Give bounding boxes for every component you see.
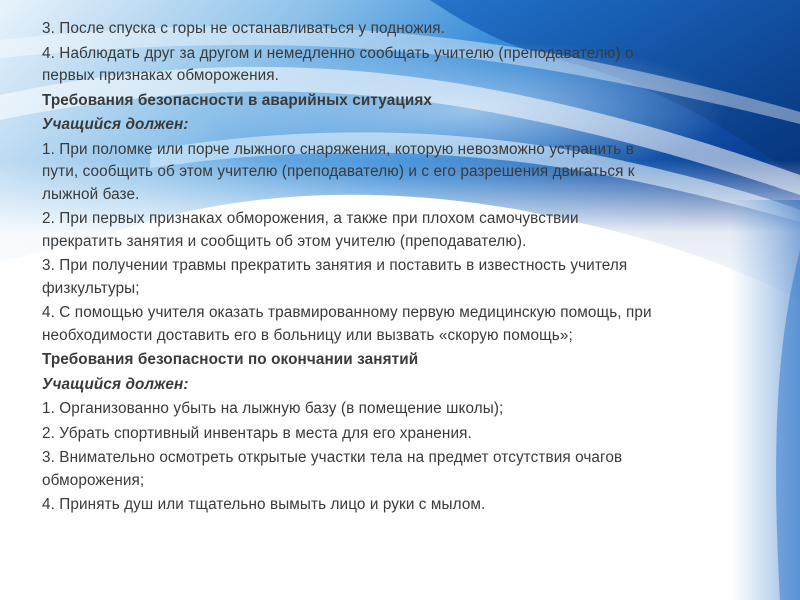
rule-line: 2. При первых признаках обморожения, а также при плохом самочувствии bbox=[42, 210, 579, 227]
rule-line: необходимости доставить его в больницу или вызвать «скорую помощь»; bbox=[42, 326, 573, 344]
rule-line: 3. После спуска с горы не останавливаться у подножия. bbox=[42, 20, 445, 37]
rule-line: лыжной базе. bbox=[42, 185, 140, 203]
rule-line: 3. Внимательно осмотреть открытые участки тела на предмет отсутствия очагов bbox=[42, 449, 623, 466]
section-subheading: Учащийся должен: bbox=[42, 116, 189, 133]
rule-line: 4. Наблюдать друг за другом и немедленно сообщать учителю (преподавателю) о bbox=[42, 44, 634, 62]
rule-line: 4. С помощью учителя оказать травмированному первую медицинскую помощь, при bbox=[42, 304, 652, 321]
rule-line: физкультуры; bbox=[42, 279, 140, 297]
rule-line: 2. Убрать спортивный инвентарь в места для его хранения. bbox=[42, 424, 472, 442]
rule-line: пути, сообщить об этом учителю (преподавателю) и с его разрешения двигаться к bbox=[42, 163, 635, 180]
section-heading: Требования безопасности в аварийных ситуациях bbox=[42, 91, 432, 109]
rule-line: 1. При поломке или порче лыжного снаряжения, которую невозможно устранить в bbox=[42, 140, 634, 158]
slide-text-content bbox=[42, 18, 762, 517]
section-heading: Требования безопасности по окончании занятий bbox=[42, 351, 419, 368]
rule-line: 4. Принять душ или тщательно вымыть лицо и руки с мылом. bbox=[42, 496, 486, 513]
section-subheading: Учащийся должен: bbox=[42, 375, 189, 393]
rule-line: обморожения; bbox=[42, 471, 145, 489]
rule-line: 1. Организованно убыть на лыжную базу (в помещение школы); bbox=[42, 400, 504, 417]
rule-line: 3. При получении травмы прекратить занятия и поставить в известность учителя bbox=[42, 257, 628, 274]
rule-line: прекратить занятия и сообщить об этом учителю (преподавателю). bbox=[42, 232, 527, 250]
rule-line: первых признаках обморожения. bbox=[42, 67, 280, 84]
